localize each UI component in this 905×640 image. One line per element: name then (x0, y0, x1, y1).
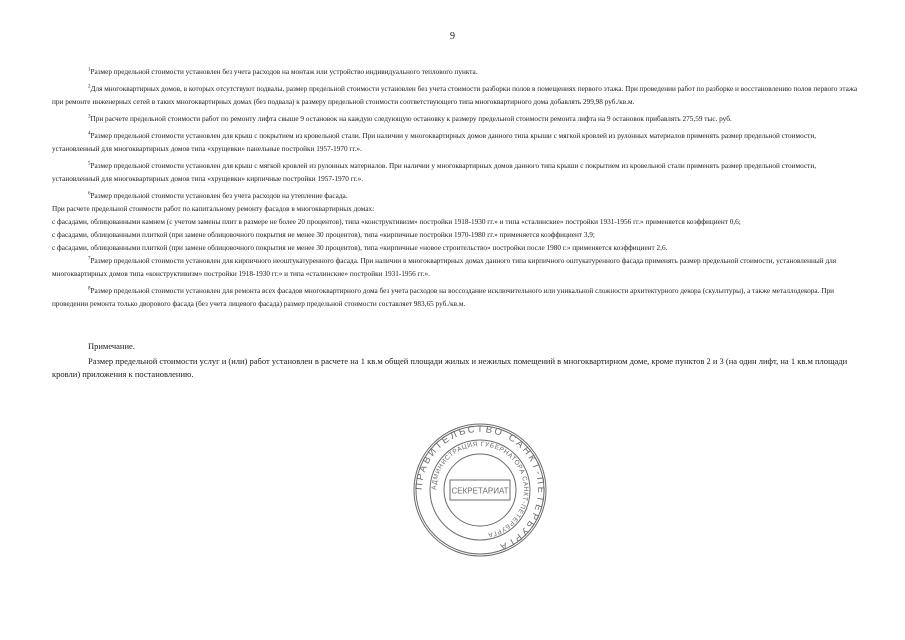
footnote-1: $^1$Размер предельной стоимости установлен без учета расходов на монтаж или устройство индивидуального теплового пункта. (88, 67, 478, 76)
official-seal (410, 420, 550, 560)
seal-outer-text: ПРАВИТЕЛЬСТВО САНКТ-ПЕТЕРБУРГА (413, 423, 547, 553)
note-title: Примечание. (88, 341, 135, 351)
footnote-5: $^5$Размер предельной стоимости установлен для крыш с мягкой кровлей из рулонных материалов. При наличии у многоквартирных домов данного типа крыши с покрытием из кровельной стали применять размер предельной стоимости, установленный для многоквартирных домов типа «хрущевки» кирпичные постройки 1957-1970 гг.». (52, 161, 817, 183)
footnotes-section (52, 66, 864, 315)
page-number: 9 (450, 31, 455, 42)
footnote-3: $^3$При расчете предельной стоимости работ по ремонту лифта свыше 9 остановок на каждую следующую остановку к размеру предельной стоимости ремонта лифта на 9 остановок прибавлять 275,59 тыс. руб. (88, 114, 732, 123)
note-text: Размер предельной стоимости услуг и (или) работ установлен в расчете на 1 кв.м общей площади жилых и нежилых помещений в многоквартирном доме, кроме пунктов 2 и 3 (на один лифт, на 1 кв.м площади кровли) приложения к постановлению. (52, 356, 848, 379)
footnote-7: $^7$Размер предельной стоимости установлен для кирпичного неоштукатуренного фасада. При наличии в многоквартирных домах данного типа кирпичного оштукатуренного фасада применять размер предельной стоимости, установленный для многоквартирных домов типа «конструктивизм» постройки 1918-1930 гг.» и типа «сталинские» постройки 1931-1956 гг.». (52, 256, 837, 278)
note-section (52, 340, 852, 381)
footnote-2: $^2$Для многоквартирных домов, в которых отсутствуют подвалы, размер предельной стоимости установлен без учета стоимости разборки полов в помещениях первого этажа. При проведении работ по разборке и восстановлению полов первого этажа при ремонте инженерных сетей в таких многоквартирных домах (без подвала) к размеру предельной стоимости соответствующего типа многоквартирного дома добавлять 299,98 руб./кв.м. (52, 84, 858, 106)
facade-intro: При расчете предельной стоимости работ по капитальному ремонту фасадов в многоквартирных домах: (52, 205, 375, 213)
seal-center-text: СЕКРЕТАРИАТ (451, 486, 509, 496)
facade-item-stone: с фасадами, облицованными камнем (с учетом замены плит в размере не более 20 процентов), типа «конструктивизм» постройки 1918-1930 гг.» и типа «сталинские» постройки 1931-1956 гг.» применяется коэффициент 0,6; (52, 218, 741, 226)
footnote-6: $^6$Размер предельной стоимости установлен без учета расходов на утепление фасада. (88, 191, 348, 200)
facade-item-tile-1970: с фасадами, облицованными плиткой (при замене облицовочного покрытия не менее 30 процентов), типа «кирпичные постройки 1970-1980 гг.» применяется коэффициент 3,9; (52, 231, 595, 239)
facade-item-tile-1980: с фасадами, облицованными плиткой (при замене облицовочного покрытия не менее 30 процентов), типа «кирпичные «новое строительство» постройки после 1980 г.» применяется коэффициент 2,6. (52, 244, 668, 252)
footnote-4: $^4$Размер предельной стоимости установлен для крыш с покрытием из кровельной стали. При наличии у многоквартирных домов данного типа крыши с мягкой кровлей из рулонных материалов применять размер предельной стоимости, установленный для многоквартирных домов типа «хрущевки» панельные постройки 1957-1970 гг.». (52, 131, 817, 153)
footnote-8: $^8$Размер предельной стоимости установлен для ремонта всех фасадов многоквартирного дома без учета расходов на воссоздание исключительного или уникальной сложности архитектурного декора (скульптуры), а также металлодекора. При проведении ремонта только дворового фасада (без учета лицевого фасада) размер предельной стоимости составляет 983,65 руб./кв.м. (52, 286, 834, 308)
seal-inner-text: АДМИНИСТРАЦИЯ ГУБЕРНАТОРА САНКТ-ПЕТЕРБУРГА (430, 440, 530, 539)
